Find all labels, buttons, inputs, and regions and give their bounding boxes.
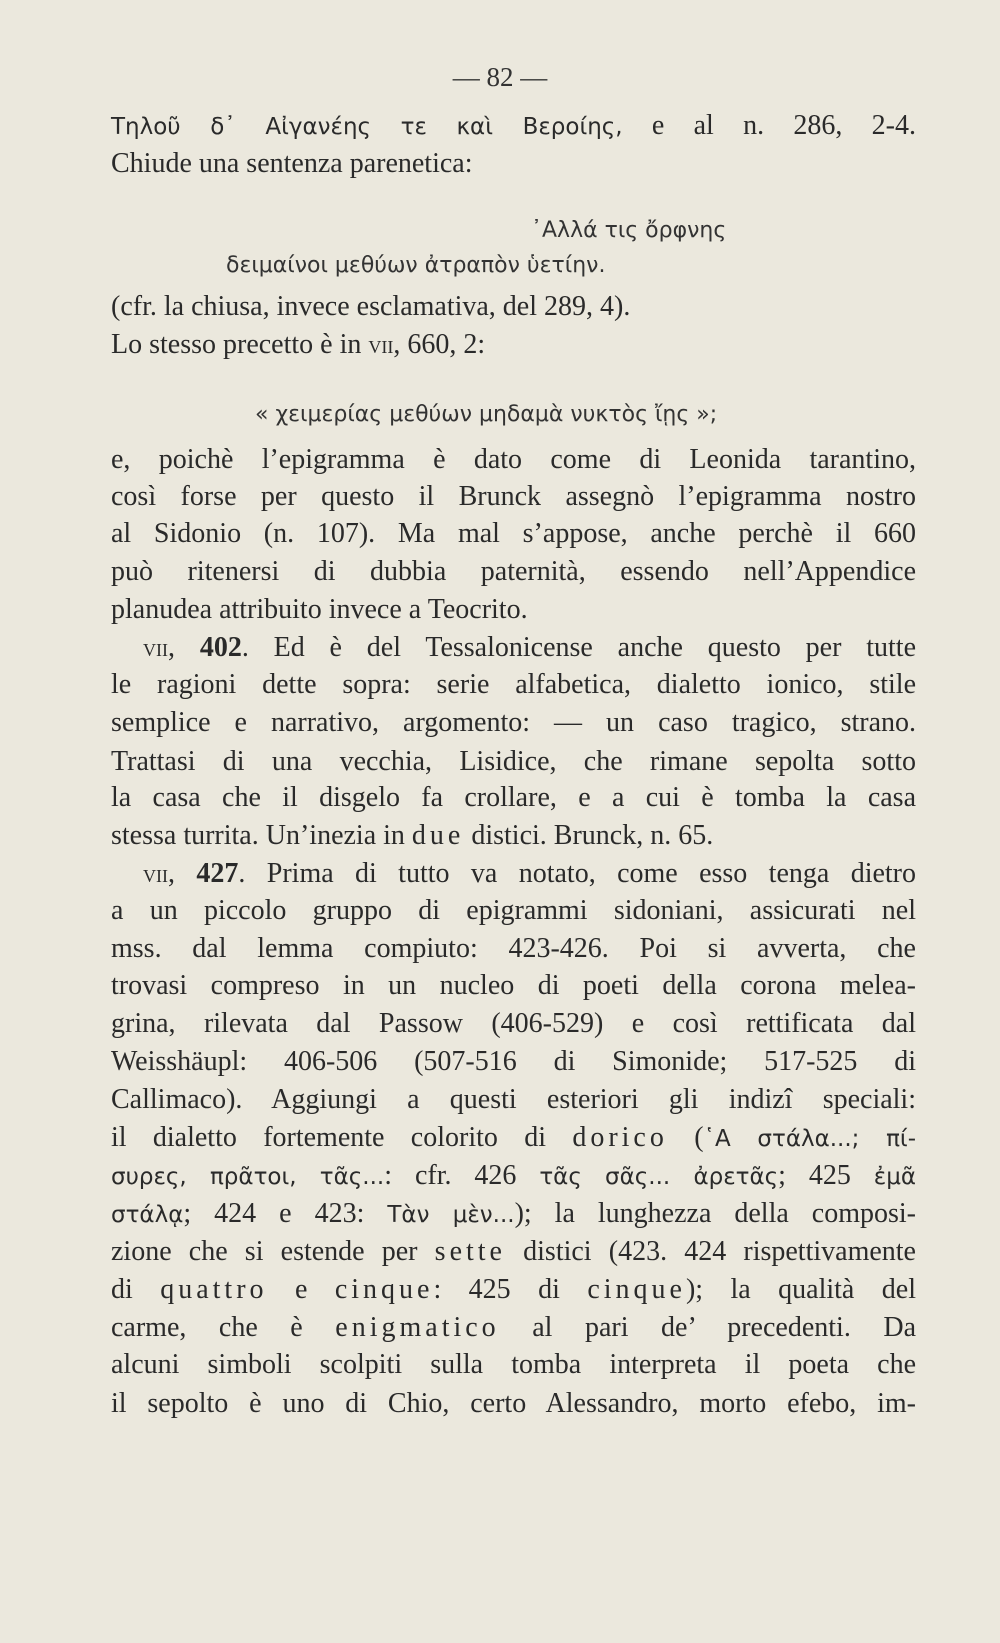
text-line xyxy=(111,1196,916,1232)
text-line xyxy=(111,780,916,816)
text-run: il sepolto è uno di Chio, certo Alessandro, morto efebo, im- xyxy=(111,1388,916,1419)
text-line xyxy=(111,1347,916,1383)
text-run: e al n. 286, 2-4. xyxy=(622,110,916,141)
book-numeral: vii xyxy=(143,633,168,662)
text-run: semplice e narrativo, argomento: — un caso tragico, strano. xyxy=(111,707,916,738)
greek-text: τᾶς σᾶς... ἀρετᾶς xyxy=(539,1164,779,1190)
text-run: Chiude una sentenza parenetica: xyxy=(111,148,473,179)
text-run: al Sidonio (n. 107). Ma mal s’appose, anche perchè il 660 xyxy=(111,518,916,549)
text-line xyxy=(111,1158,916,1194)
spaced-word: cinque xyxy=(587,1274,686,1305)
text-line xyxy=(111,327,916,363)
text-line xyxy=(111,289,916,325)
epigram-number: 402 xyxy=(199,632,242,663)
text-run: : cfr. 426 xyxy=(384,1160,540,1191)
spaced-word: dorico xyxy=(572,1122,668,1153)
text-run: ); la qualità del xyxy=(685,1274,916,1305)
text-run: la casa che il disgelo fa crollare, e a cui è tomba la casa xyxy=(111,782,916,813)
text-run: . Prima di tutto va notato, come esso tenga dietro xyxy=(238,858,917,889)
text-run: , xyxy=(168,632,200,663)
greek-text: ῾Α στάλα...; πί- xyxy=(703,1126,917,1152)
text-run: grina, rilevata dal Passow (406-529) e così rettificata dal xyxy=(111,1008,916,1039)
text-run: il dialetto fortemente colorito di xyxy=(111,1122,573,1153)
text-line xyxy=(111,931,916,967)
text-run: carme, che è xyxy=(111,1312,336,1343)
text-run: alcuni simboli scolpiti sulla tomba interpreta il poeta che xyxy=(111,1349,916,1380)
text-line xyxy=(143,856,916,892)
text-line xyxy=(111,1386,916,1422)
text-line xyxy=(111,1082,916,1118)
text-line xyxy=(111,1310,916,1346)
text-run: , xyxy=(168,858,197,889)
text-run: e xyxy=(267,1274,335,1305)
text-run: può ritenersi di dubbia paternità, essendo nell’Appendice xyxy=(111,556,916,587)
greek-text: Τηλοῦ δ᾽ Αἰγανέης τε καὶ Βεροίης, xyxy=(111,114,623,140)
text-run: planudea attribuito invece a Teocrito. xyxy=(111,594,528,625)
text-line xyxy=(111,479,916,515)
text-line xyxy=(111,592,916,628)
text-run: ; 425 xyxy=(778,1160,874,1191)
text-run: Callimaco). Aggiungi a questi esteriori gli indizî speciali: xyxy=(111,1084,916,1115)
spaced-word: enigmatico xyxy=(335,1312,500,1343)
text-line xyxy=(143,630,916,666)
spaced-word: quattro xyxy=(160,1274,268,1305)
text-run: : 425 di xyxy=(433,1274,588,1305)
greek-text: στάλᾳ xyxy=(111,1202,184,1228)
text-line xyxy=(111,1272,916,1308)
text-line xyxy=(111,554,916,590)
text-line xyxy=(111,516,916,552)
text-line xyxy=(111,1006,916,1042)
text-run: così forse per questo il Brunck assegnò l’epigramma nostro xyxy=(111,481,916,512)
text-line xyxy=(111,818,916,854)
text-line xyxy=(111,442,916,478)
text-line xyxy=(111,108,916,144)
text-line xyxy=(111,893,916,929)
text-run: stessa turrita. Un’inezia in xyxy=(111,820,412,851)
greek-text: Τὰν μὲν... xyxy=(387,1202,515,1228)
greek-text: ἐμᾶ xyxy=(873,1164,917,1190)
text-run: zione che si estende per xyxy=(111,1236,435,1267)
text-run: ( xyxy=(667,1122,704,1153)
book-numeral: vii xyxy=(143,859,168,888)
text-run: Trattasi di una vecchia, Lisidice, che rimane sepolta sotto xyxy=(111,746,916,777)
spaced-word: due xyxy=(411,820,465,851)
text-run: (cfr. la chiusa, invece esclamativa, del 289, 4). xyxy=(111,291,631,322)
text-line xyxy=(111,667,916,703)
text-line xyxy=(111,1120,916,1156)
text-run: , 660, 2: xyxy=(393,329,486,360)
text-run: Lo stesso precetto è in xyxy=(111,329,369,360)
text-line xyxy=(111,1234,916,1270)
greek-quote-line: ᾽Αλλά τις ὄρφνης xyxy=(531,218,727,243)
text-run: le ragioni dette sopra: serie alfabetica, dialetto ionico, stile xyxy=(111,669,916,700)
text-run: al pari de’ precedenti. Da xyxy=(499,1312,917,1343)
text-run: di xyxy=(111,1274,161,1305)
spaced-word: cinque xyxy=(334,1274,434,1305)
text-run: Weisshäupl: 406-506 (507-516 di Simonide; 517-525 di xyxy=(111,1046,916,1077)
text-run: trovasi compreso in un nucleo di poeti della corona melea- xyxy=(111,970,916,1001)
text-line xyxy=(111,968,916,1004)
text-run: . Ed è del Tessalonicense anche questo per tutte xyxy=(241,632,917,663)
spaced-word: sette xyxy=(434,1236,506,1267)
text-run: a un piccolo gruppo di epigrammi sidoniani, assicurati nel xyxy=(111,895,916,926)
text-run: mss. dal lemma compiuto: 423-426. Poi si avverta, che xyxy=(111,933,916,964)
text-run: e, poichè l’epigramma è dato come di Leonida tarantino, xyxy=(111,444,916,475)
epigram-number: 427 xyxy=(196,858,239,889)
book-numeral: vii xyxy=(368,330,394,359)
greek-quote-line: δειμαίνοι μεθύων ἀτραπὸν ὑετίην. xyxy=(226,253,606,278)
text-line xyxy=(111,705,916,741)
text-run: distici (423. 424 rispettivamente xyxy=(505,1236,916,1267)
text-run: ); la lunghezza della composi- xyxy=(514,1198,916,1229)
text-run: distici. Brunck, n. 65. xyxy=(464,820,714,851)
text-line xyxy=(111,146,916,182)
text-line xyxy=(111,744,916,780)
page-number: — 82 — xyxy=(452,62,548,92)
text-line xyxy=(111,1044,916,1080)
greek-text: συρες, πρᾶτοι, τᾶς... xyxy=(111,1164,385,1190)
greek-quote-line: « χειμερίας μεθύων μηδαμὰ νυκτὸς ἴῃς »; xyxy=(255,402,718,427)
text-run: ; 424 e 423: xyxy=(183,1198,388,1229)
